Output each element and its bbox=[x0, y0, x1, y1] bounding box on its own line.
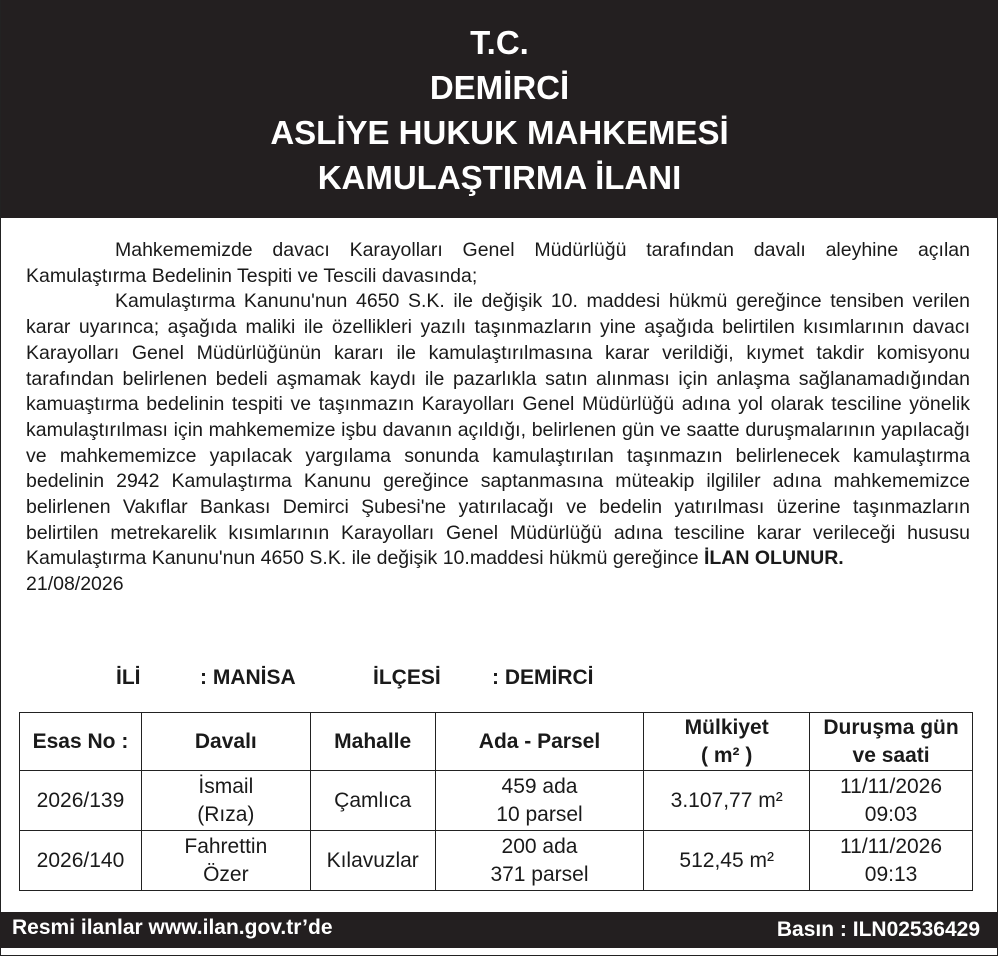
header-durusma bbox=[810, 713, 973, 771]
cell-davali bbox=[141, 771, 310, 831]
cell-davali bbox=[141, 831, 310, 891]
cell-mulkiyet: 3.107,77 m² bbox=[644, 771, 810, 831]
cell-durusma-tarih: 11/11/2026 bbox=[840, 774, 943, 798]
header-mulkiyet-line1: Mülkiyet bbox=[684, 715, 769, 739]
header-mulkiyet-line2: ( m² ) bbox=[701, 743, 753, 767]
header-mahalle: Mahalle bbox=[310, 713, 435, 771]
header-esas-no: Esas No : bbox=[20, 713, 142, 771]
cell-davali-line2: Özer bbox=[203, 862, 249, 886]
table-row bbox=[20, 771, 973, 831]
footer-bar bbox=[0, 912, 998, 948]
il-label: İLİ bbox=[116, 666, 141, 689]
header-tc: T.C. bbox=[470, 24, 529, 61]
cell-durusma-saat: 09:13 bbox=[864, 862, 918, 886]
cell-ada: 200 ada bbox=[501, 834, 578, 858]
body-paragraph-2-text: Kamulaştırma Kanunu'nun 4650 S.K. ile değişik 10. maddesi hükmü gereğince tensiben verilen karar uyarınca; aşağıda maliki ile özellikleri yazılı taşınmazların yine aşağıda belirtilen kısımlarının davacı Karayolları Genel Müdürlüğünün kararı ile kamulaştırılmasına karar verildiği, kıymet takdir komisyonu tarafından belirlenen bedeli aşmamak kaydı ile pazarlıkla satın alınması için anlaşma sağlanamadığından kamuaştırma bedelinin tespiti ve taşınmazın Karayolları Genel Müdürlüğü adına yol olarak tesciline yönelik kamulaştırılması için mahkememize işbu davanın açıldığı, belirlenen gün ve saatte duruşmalarının yapılacağı ve mahkememizce yapılacak yargılama sonunda kamulaştırılan taşınmazın belirlenecek kamulaştırma bedelinin 2942 Kamulaştırma Kanunu gereğince saptanmasına müteakip ilgililer adına mahkememizce belirlenen Vakıflar Bankası Demirci Şubesi'ne yatırılacağı ve bedelin yatırılması üzerine taşınmazların belirtilen metrekarelik kısımlarının Karayolları Genel Müdürlüğü adına tesciline karar verileceği hususu Kamulaştırma Kanunu'nun 4650 S.K. ile değişik 10.maddesi hükmü gereğince bbox=[26, 290, 970, 570]
cell-durusma bbox=[810, 771, 973, 831]
cell-davali-line1: Fahrettin bbox=[184, 834, 268, 858]
cell-durusma-tarih: 11/11/2026 bbox=[840, 834, 943, 858]
notice-body bbox=[26, 238, 970, 598]
cell-esas-no: 2026/140 bbox=[20, 831, 142, 891]
cell-mahalle: Kılavuzlar bbox=[310, 831, 435, 891]
header-city: DEMİRCİ bbox=[429, 69, 570, 106]
table-row bbox=[20, 831, 973, 891]
cell-ada: 459 ada bbox=[501, 774, 578, 798]
header-davali: Davalı bbox=[141, 713, 310, 771]
notice-date: 21/08/2026 bbox=[26, 573, 124, 596]
cell-durusma bbox=[810, 831, 973, 891]
body-paragraph-2 bbox=[26, 289, 970, 572]
header-mulkiyet bbox=[644, 713, 810, 771]
body-paragraph-1: Mahkememizde davacı Karayolları Genel Müdürlüğü tarafından davalı aleyhine açılan Kamulaştırma Bedelinin Tespiti ve Tescili davasında; bbox=[26, 239, 970, 287]
cell-davali-line1: İsmail bbox=[198, 774, 254, 798]
cell-ada-parsel bbox=[435, 771, 644, 831]
ilce-value: : DEMİRCİ bbox=[492, 666, 594, 689]
cell-davali-line2: (Rıza) bbox=[197, 802, 255, 826]
cell-mahalle: Çamlıca bbox=[310, 771, 435, 831]
header-notice-title: KAMULAŞTIRMA İLANI bbox=[317, 159, 682, 196]
table-header-row bbox=[20, 713, 973, 771]
header-ada-parsel: Ada - Parsel bbox=[435, 713, 644, 771]
cell-parsel: 371 parsel bbox=[490, 862, 589, 886]
cell-ada-parsel bbox=[435, 831, 644, 891]
cell-mulkiyet: 512,45 m² bbox=[644, 831, 810, 891]
header-court: ASLİYE HUKUK MAHKEMESİ bbox=[270, 114, 729, 151]
cell-parsel: 10 parsel bbox=[496, 802, 583, 826]
footer-basin-code: Basın : ILN02536429 bbox=[776, 918, 980, 941]
il-value: : MANİSA bbox=[200, 666, 296, 689]
cell-esas-no: 2026/139 bbox=[20, 771, 142, 831]
ilce-label: İLÇESİ bbox=[373, 666, 441, 689]
ilan-olunur-text: İLAN OLUNUR. bbox=[703, 547, 844, 570]
header-durusma-line1: Duruşma gün bbox=[823, 715, 959, 739]
case-table bbox=[19, 712, 973, 891]
header-durusma-line2: ve saati bbox=[852, 743, 930, 767]
cell-durusma-saat: 09:03 bbox=[864, 802, 918, 826]
header-banner bbox=[1, 0, 998, 218]
footer-resmi-ilanlar: Resmi ilanlar www.ilan.gov.tr’de bbox=[12, 916, 333, 939]
